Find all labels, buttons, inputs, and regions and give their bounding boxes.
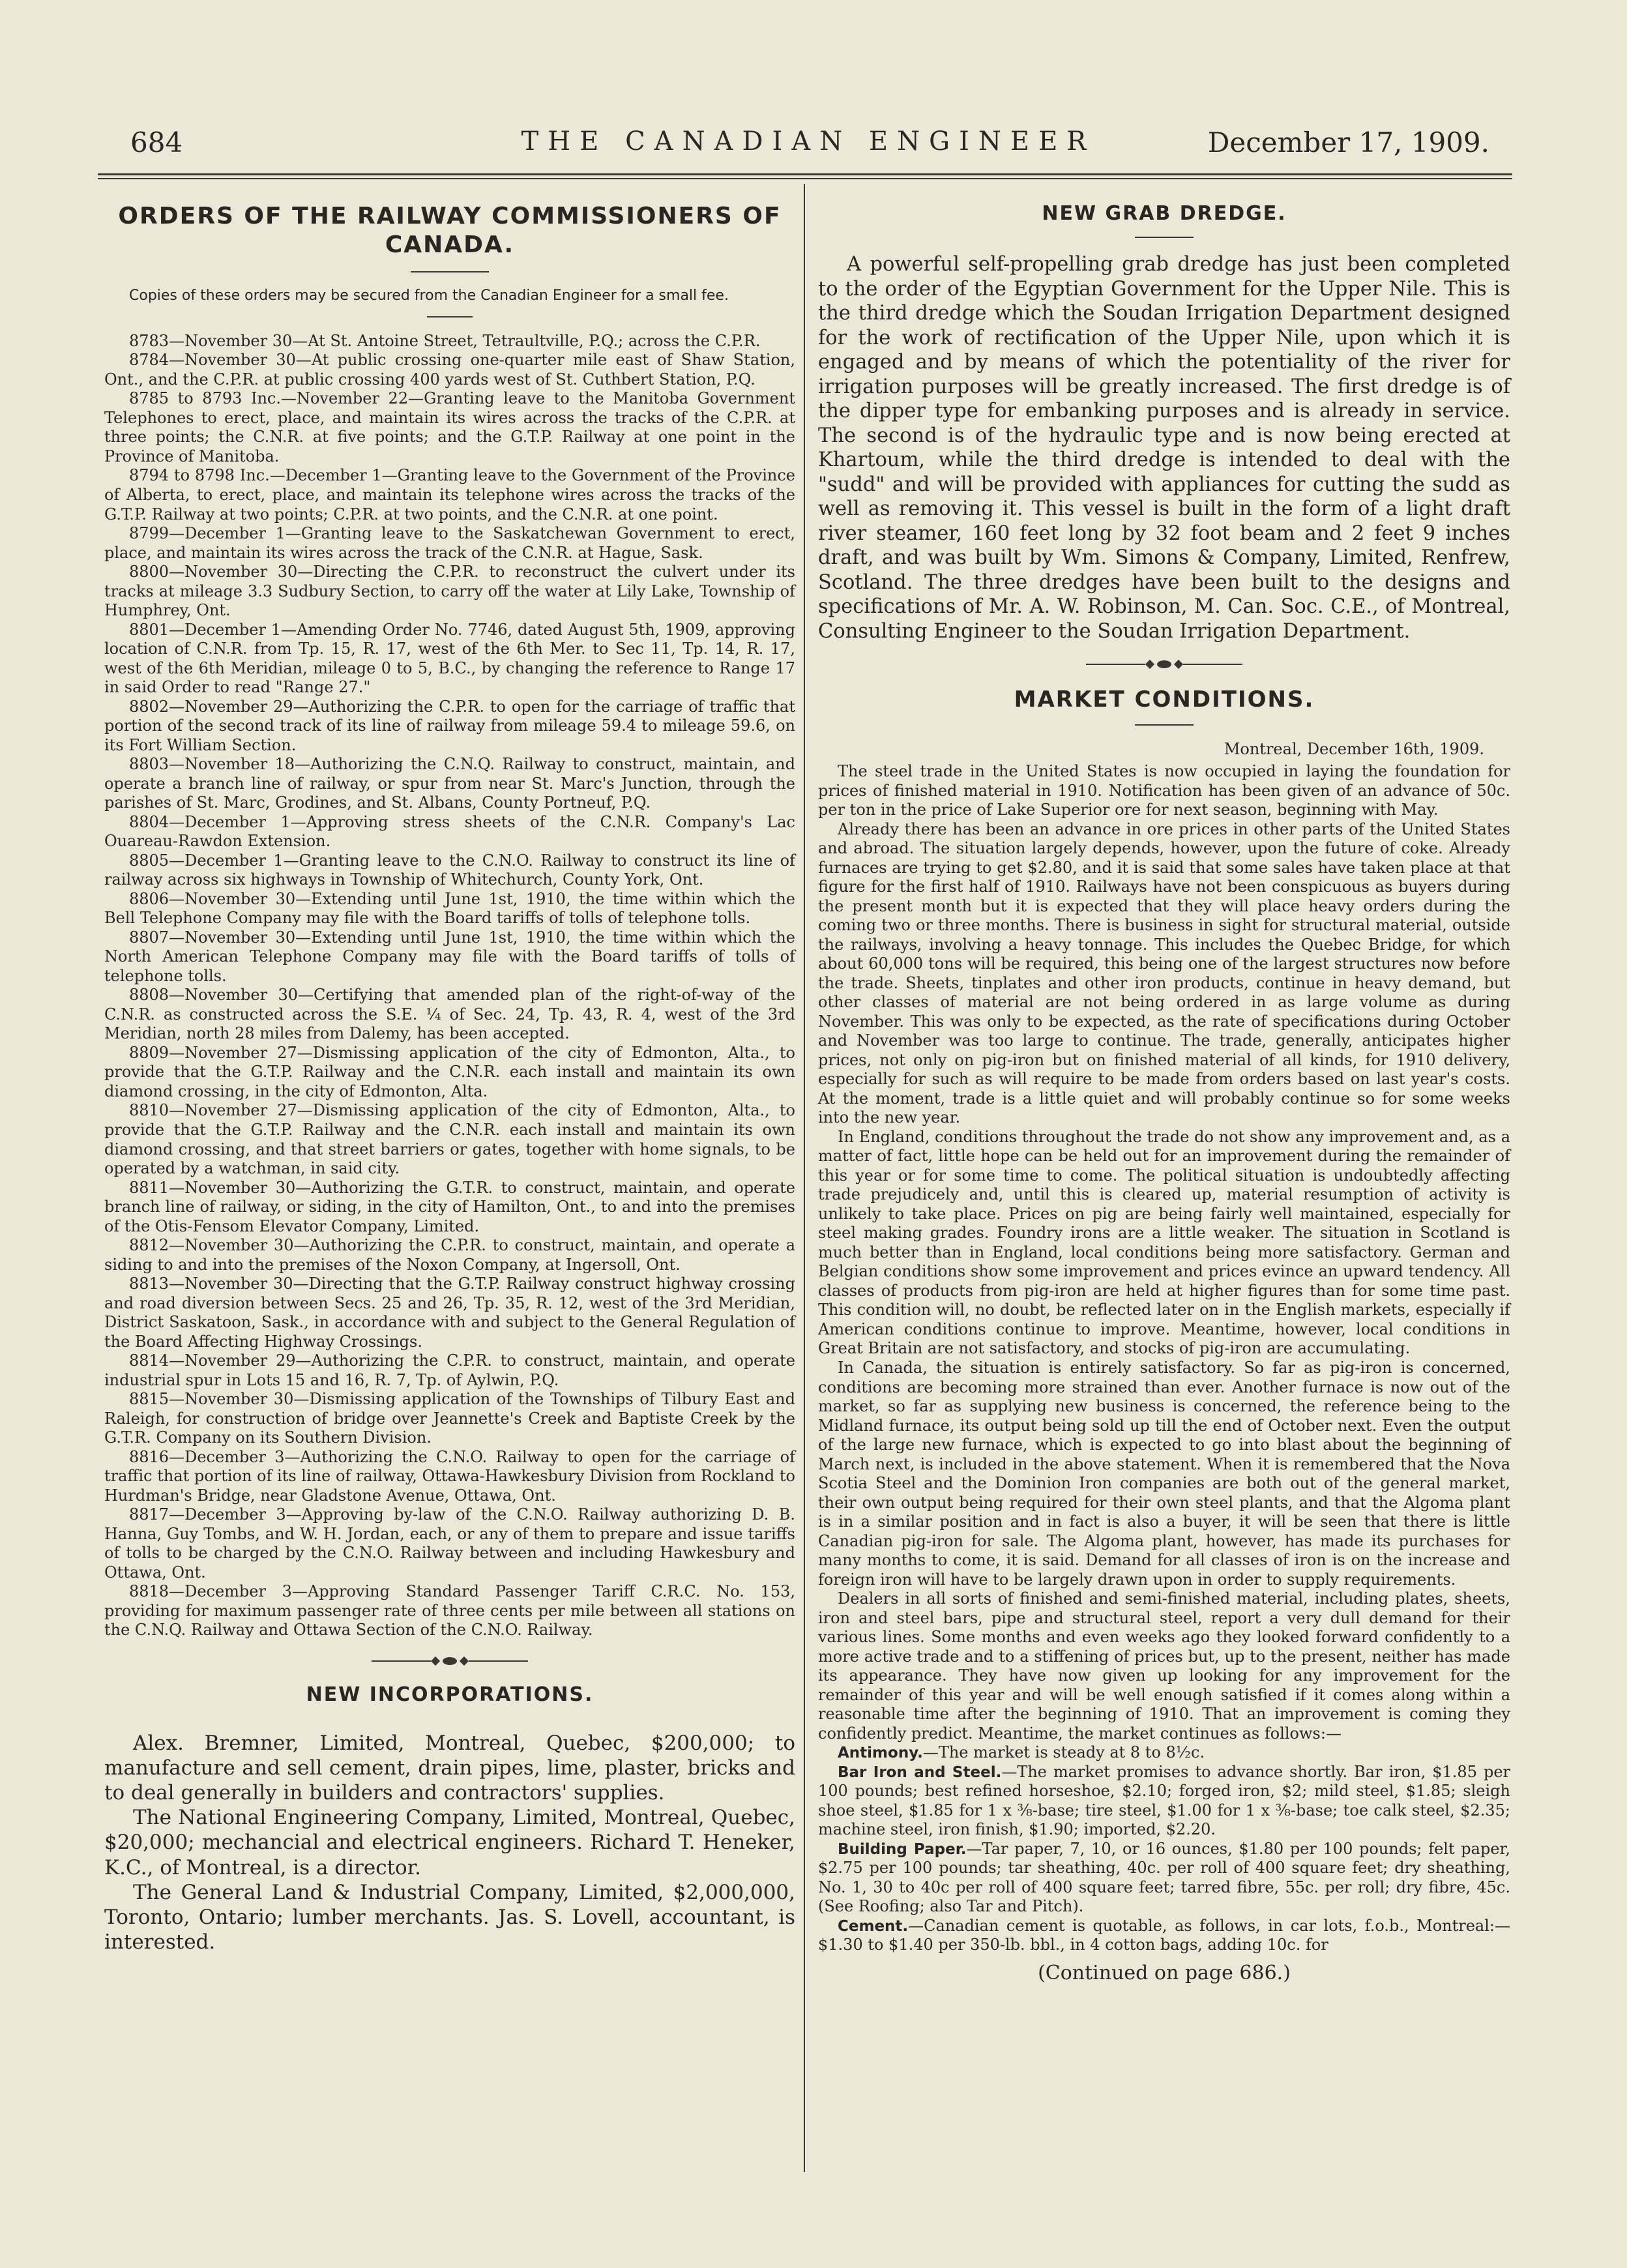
incorporation-item: The General Land & Industrial Company, Limited, $2,000,000, Toronto, Ontario; lumber merchants. Jas. S. Lovell, accountant, is interested. bbox=[104, 1880, 795, 1954]
order-item: 8804—December 1—Approving stress sheets of the C.N.R. Company's Lac Ouareau-Rawdon Extension. bbox=[104, 812, 795, 851]
incorporations-title: NEW INCORPORATIONS. bbox=[306, 1683, 594, 1706]
market-title: MARKET CONDITIONS. bbox=[1014, 686, 1315, 713]
right-column bbox=[818, 188, 1510, 1984]
journal-title: THE CANADIAN ENGINEER bbox=[521, 126, 1096, 156]
order-item: 8794 to 8798 Inc.—December 1—Granting leave to the Government of the Province of Alberta, to erect, place, and maintain its telephone wires across the tracks of the G.T.P. Railway at two points; C.P.R. at two points, and the C.N.R. at one point. bbox=[104, 466, 795, 523]
dredge-body: A powerful self-propelling grab dredge has just been completed to the order of the Egyptian Government for the Upper Nile. This is the third dredge which the Soudan Irrigation Department designed for the work of rectification of the Upper Nile, upon which it is engaged and by means of which the potentiality of the river for irrigation purposes will be greatly increased. The first dredge is of the dipper type for embanking purposes and is already in service. The second is of the hydraulic type and is now being erected at Khartoum, while the third dredge is intended to deal with the "sudd" and will be provided with appliances for cutting the sudd as well as removing it. This vessel is built in the form of a light draft river steamer, 160 feet long by 32 foot beam and 2 feet 9 inches draft, and was built by Wm. Simons & Company, Limited, Renfrew, Scotland. The three dredges have been built to the designs and specifications of Mr. A. W. Robinson, M. Can. Soc. C.E., of Montreal, Consulting Engineer to the Soudan Irrigation Department. bbox=[818, 253, 1510, 643]
order-item: 8800—November 30—Directing the C.P.R. to reconstruct the culvert under its tracks at mileage 3.3 Sudbury Section, to carry off the water at Lily Lake, Township of Humphrey, Ont. bbox=[104, 563, 795, 620]
price-item-label: Building Paper. bbox=[838, 1840, 967, 1858]
dredge-title: NEW GRAB DREDGE. bbox=[1042, 202, 1287, 225]
price-item-text: —Tar paper, 7, 10, or 16 ounces, $1.80 per 100 pounds; felt paper, $2.75 per 100 pounds; tar sheathing, 40c. per roll of 400 square feet; dry sheathing, No. 1, 30 to 40c per roll of 400 square feet; tarred fibre, 55c. per roll; dry fibre, 45c. (See Roofing; also Tar and Pitch). bbox=[818, 1839, 1510, 1916]
order-item: 8802—November 29—Authorizing the C.P.R. to open for the carriage of traffic that portion of the second track of its line of railway from mileage 59.4 to mileage 59.6, on its Fort William Section. bbox=[104, 697, 795, 754]
header-rule-thin bbox=[98, 178, 1512, 179]
continued-note: (Continued on page 686.) bbox=[1038, 1961, 1291, 1984]
order-item: 8785 to 8793 Inc.—November 22—Granting leave to the Manitoba Government Telephones to erect, place, and maintain its wires across the tracks of the C.P.R. at three points; the C.N.R. at five points; and the G.T.P. Railway at one point in the Province of Manitoba. bbox=[104, 389, 795, 465]
market-dateline: Montreal, December 16th, 1909. bbox=[1224, 740, 1484, 758]
order-item: 8805—December 1—Granting leave to the C.N.O. Railway to construct its line of railway across six highways in Township of Whitechurch, County York, Ont. bbox=[104, 851, 795, 889]
order-item: 8799—December 1—Granting leave to the Saskatchewan Government to erect, place, and maintain its wires across the track of the C.N.R. at Hague, Sask. bbox=[104, 524, 795, 562]
order-item: 8810—November 27—Dismissing application of the city of Edmonton, Alta., to provide that the G.T.P. Railway and the C.N.R. each install and maintain its own diamond crossing, and that street barriers or gates, together with home signals, to be operated by a watchman, in said city. bbox=[104, 1101, 795, 1178]
order-item: 8809—November 27—Dismissing application of the city of Edmonton, Alta., to provide that the G.T.P. Railway and the C.N.R. each install and maintain its own diamond crossing, in the city of Edmonton, Alta. bbox=[104, 1043, 795, 1100]
header-rule bbox=[98, 173, 1512, 175]
order-item: 8783—November 30—At St. Antoine Street, Tetraultville, P.Q.; across the C.P.R. bbox=[129, 331, 761, 350]
orders-intro: Copies of these orders may be secured from the Canadian Engineer for a small fee. bbox=[129, 287, 729, 304]
order-item: 8818—December 3—Approving Standard Passenger Tariff C.R.C. No. 153, providing for maximum passenger rate of three cents per mile between all stations on the C.N.Q. Railway and Ottawa Section of the C.N.O. Railway. bbox=[104, 1582, 795, 1640]
market-paragraph: The steel trade in the United States is now occupied in laying the foundation for prices of finished material in 1910. Notification has been given of an advance of 50c. per ton in the price of Lake Superior ore for next season, beginning with May. bbox=[818, 762, 1510, 819]
order-item: 8812—November 30—Authorizing the C.P.R. to construct, maintain, and operate a siding to and into the premises of the Noxon Company, at Ingersoll, Ont. bbox=[104, 1236, 795, 1274]
column-divider bbox=[804, 184, 805, 2172]
order-item: 8814—November 29—Authorizing the C.P.R. to construct, maintain, and operate industrial spur in Lots 15 and 16, R. 7, Tp. of Aylwin, P.Q. bbox=[104, 1351, 795, 1389]
order-item: 8811—November 30—Authorizing the G.T.R. to construct, maintain, and operate branch line of railway, or siding, in the city of Hamilton, Ont., to and into the premises of the Otis-Fensom Elevator Company, Limited. bbox=[104, 1178, 795, 1235]
order-item: 8817—December 3—Approving by-law of the C.N.O. Railway authorizing D. B. Hanna, Guy Tombs, and W. H. Jordan, each, or any of them to prepare and issue tariffs of tolls to be charged by the C.N.O. Railway between and including Hawkesbury and Ottawa, Ont. bbox=[104, 1505, 795, 1582]
price-item bbox=[818, 1917, 1510, 1955]
market-paragraph: In England, conditions throughout the trade do not show any improvement and, as a matter of fact, little hope can be held out for an improvement during the remainder of this year or for some time to come. The political situation is undoubtedly affecting trade prejudicely and, until this is cleared up, material resumption of activity is unlikely to take place. Prices on pig are being fairly well maintained, especially for steel making grades. Foundry irons are a little weaker. The situation in Scotland is much better than in England, local conditions being more satisfactory. German and Belgian conditions show some improvement and prices evince an upward tendency. All classes of products from pig-iron are held at higher figures than for some time past. This condition will, no doubt, be reflected later on in the English markets, especially if American conditions continue to improve. Meantime, however, local conditions in Great Britain are not satisfactory, and stocks of pig-iron are accumulating. bbox=[818, 1127, 1510, 1358]
order-item: 8806—November 30—Extending until June 1st, 1910, the time within which the Bell Telephone Company may file with the Board tariffs of tolls of telephone tolls. bbox=[104, 889, 795, 928]
market-paragraph: Dealers in all sorts of finished and semi-finished material, including plates, sheets, iron and steel bars, pipe and structural steel, report a very dull demand for their various lines. Some months and even weeks ago they looked forward confidently to a more active trade and to a stiffening of prices but, up to the present, neither has made its appearance. They have now given up looking for any improvement for the remainder of this year and will be well enough satisfied if it comes along within a reasonable time after the beginning of 1910. That an improvement is coming they confidently predict. Meantime, the market continues as follows:— bbox=[818, 1589, 1510, 1743]
ornament-divider bbox=[372, 1657, 528, 1665]
order-item: 8808—November 30—Certifying that amended plan of the right-of-way of the C.N.R. as constructed across the S.E. ¼ of Sec. 24, Tp. 43, R. 4, west of the 3rd Meridian, north 28 miles from Dalemy, has been accepted. bbox=[104, 986, 795, 1043]
market-paragraphs bbox=[818, 762, 1510, 1743]
price-item-text: —The market promises to advance shortly. Bar iron, $1.85 per 100 pounds; best refined horseshoe, $2.10; forged iron, $2; mild steel, $1.85; sleigh shoe steel, $1.85 for 1 x ⅜-base; tire steel, $1.00 for 1 x ⅜-base; toe calk steel, $2.35; machine steel, iron finish, $1.90; imported, $2.20. bbox=[818, 1762, 1510, 1839]
order-item: 8813—November 30—Directing that the G.T.P. Railway construct highway crossing and road diversion between Secs. 25 and 26, Tp. 35, R. 12, west of the 3rd Meridian, District Saskatoon, Sask., in accordance with and subject to the General Regulation of the Board Affecting Highway Crossings. bbox=[104, 1274, 795, 1351]
order-item: 8815—November 30—Dismissing application of the Townships of Tilbury East and Raleigh, for construction of bridge over Jeannette's Creek and Baptiste Creek by the G.T.R. Company on its Southern Division. bbox=[104, 1390, 795, 1447]
page-number: 684 bbox=[130, 126, 183, 158]
order-item: 8801—December 1—Amending Order No. 7746, dated August 5th, 1909, approving location of C.N.R. from Tp. 15, R. 17, west of the 6th Mer. to Sec 11, Tp. 14, R. 17, west of the 6th Meridian, mileage 0 to 5, B.C., by changing the reference to Range 17 in said Order to read "Range 27." bbox=[104, 620, 795, 697]
incorporation-item: Alex. Bremner, Limited, Montreal, Quebec, $200,000; to manufacture and sell cement, drain pipes, lime, plaster, bricks and to deal generally in builders and contractors' supplies. bbox=[104, 1731, 795, 1805]
market-rule bbox=[1135, 724, 1194, 726]
price-item-label: Cement. bbox=[838, 1917, 909, 1935]
price-item-text: —Canadian cement is quotable, as follows, in car lots, f.o.b., Montreal:—$1.30 to $1.40 per 350-lb. bbl., in 4 cotton bags, adding 10c. for bbox=[818, 1916, 1510, 1954]
incorporation-item: The National Engineering Company, Limited, Montreal, Quebec, $20,000; mechancial and electrical engineers. Richard T. Heneker, K.C., of Montreal, is a director. bbox=[104, 1806, 795, 1879]
market-paragraph: Already there has been an advance in ore prices in other parts of the United States and abroad. The situation largely depends, however, upon the future of coke. Already furnaces are trying to get $2.80, and it is said that some sales have taken place at that figure for the first half of 1910. Railways have not been conspicuous as buyers during the present month but it is expected that they will place heavy orders during the coming two or three months. There is business in sight for structural material, outside the railways, involving a heavy tonnage. This includes the Quebec Bridge, for which about 60,000 tons will be required, this being one of the largest structures now before the trade. Sheets, tinplates and other iron products, continue in heavy demand, but other classes of material are not being ordered in as large volume as during November. This was only to be expected, as the rate of specifications during October and November was too large to continue. The trade, generally, anticipates higher prices, not only on pig-iron but on finished material of all kinds, for 1910 delivery, especially for such as will require to be made from orders based on last year's costs. At the moment, trade is a little quiet and will probably continue so for some weeks into the new year. bbox=[818, 819, 1510, 1127]
price-item-text: —The market is steady at 8 to 8½c. bbox=[922, 1743, 1205, 1762]
price-item bbox=[818, 1840, 1510, 1917]
order-item: 8816—December 3—Authorizing the C.N.O. Railway to open for the carriage of traffic that portion of its line of railway, Ottawa-Hawkesbury Division from Rockland to Hurdman's Bridge, near Gladstone Avenue, Ottawa, Ont. bbox=[104, 1447, 795, 1505]
price-item-label: Bar Iron and Steel. bbox=[838, 1763, 1002, 1781]
price-item bbox=[818, 1743, 1510, 1763]
intro-rule bbox=[427, 316, 473, 317]
order-item: 8784—November 30—At public crossing one-quarter mile east of Shaw Station, Ont., and the C.P.R. at public crossing 400 yards west of St. Cuthbert Station, P.Q. bbox=[104, 351, 795, 389]
left-column bbox=[104, 188, 795, 1954]
market-paragraph: In Canada, the situation is entirely satisfactory. So far as pig-iron is concerned, conditions are becoming more strained than ever. Another furnace is now out of the market, so far as supplying new business is concerned, the reference being to the Midland furnace, its output being sold up till the end of October next. Even the output of the large new furnace, which is expected to go into blast about the beginning of March next, is included in the above statement. When it is remembered that the Nova Scotia Steel and the Dominion Iron companies are both out of the general market, their own output being required for their own steel plants, and that the Algoma plant is in a similar position and in fact is also a buyer, it will be seen that there is little Canadian pig-iron for sale. The Algoma plant, however, has made its purchases for many months to come, it is said. Demand for all classes of iron is on the increase and foreign iron will have to be largely drawn upon in order to supply requirements. bbox=[818, 1358, 1510, 1589]
market-price-list bbox=[818, 1743, 1510, 1955]
issue-date: December 17, 1909. bbox=[1207, 126, 1489, 158]
price-item bbox=[818, 1763, 1510, 1840]
title-rule bbox=[411, 271, 489, 272]
price-item-label: Antimony. bbox=[838, 1745, 923, 1762]
order-item: 8807—November 30—Extending until June 1st, 1910, the time within which the North American Telephone Company may file with the Board tariffs of tolls of telephone tolls. bbox=[104, 928, 795, 985]
running-header bbox=[127, 120, 1489, 166]
incorporations-list bbox=[104, 1731, 795, 1954]
dredge-rule bbox=[1135, 237, 1194, 238]
orders-list bbox=[104, 332, 795, 1640]
order-item: 8803—November 18—Authorizing the C.N.Q. Railway to construct, maintain, and operate a branch line of railway, or spur from near St. Marc's Junction, through the parishes of St. Marc, Grodines, and St. Albans, County Portneuf, P.Q. bbox=[104, 755, 795, 812]
ornament-divider-2 bbox=[1086, 660, 1242, 668]
orders-title: ORDERS OF THE RAILWAY COMMISSIONERS OF CANADA. bbox=[118, 203, 782, 258]
